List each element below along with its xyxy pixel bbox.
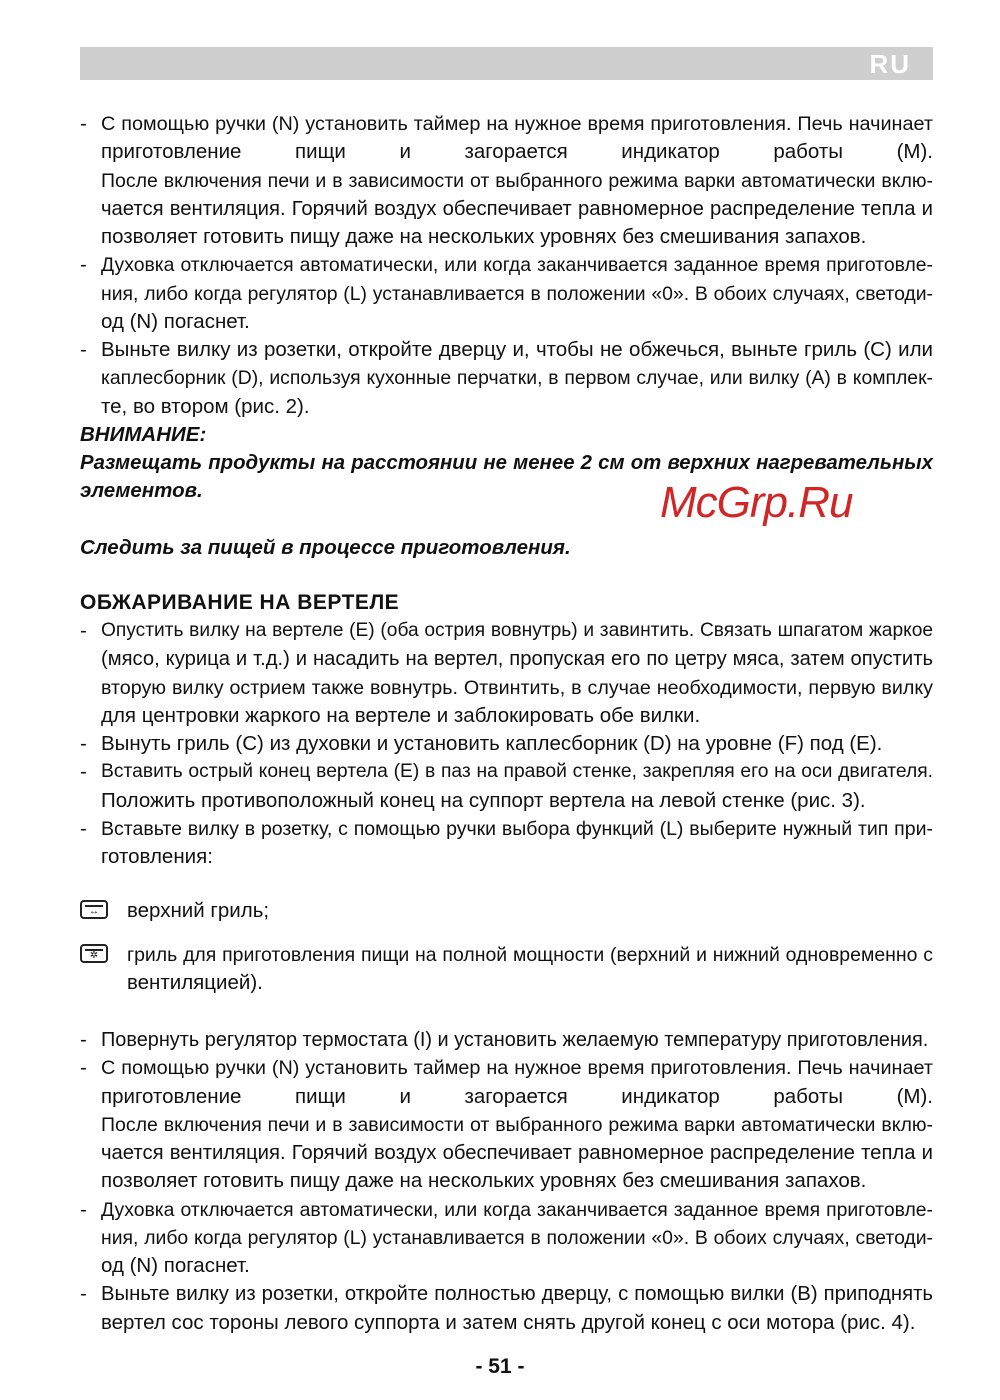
list-item [80,815,933,872]
list-item [80,1026,933,1054]
list-dash: - [80,619,87,642]
list-dash: - [80,338,87,361]
text-line: ния, либо когда регулятор (L) устанавливается в положении «0». В обоих случаях, светоди- [101,282,933,305]
list-dash: - [80,760,87,784]
list-item [80,1280,933,1337]
instruction-list-3 [80,1026,933,1337]
list-item [80,730,933,758]
text-line: Вставить острый конец вертела (E) в паз на правой стенке, закрепляя его на оси двигателя. [101,761,933,783]
text-line: Выньте вилку из розетки, откройте полностью дверцу, с помощью вилки (B) приподнять [101,1283,933,1306]
text-line: Опустить вилку на вертеле (E) (оба острия вовнутрь) и завинтить. Связать шпагатом жаркое [101,620,933,641]
text-line: ния, либо когда регулятор (L) устанавливается в положении «0». В обоих случаях, светоди- [101,1226,933,1249]
text-line: Духовка отключается автоматически, или когда заканчивается заданное время приготовле- [101,1198,933,1221]
text-line: приготовление пищи и загорается индикатор работы (M). [101,140,933,164]
text-line: Вынуть гриль (C) из духовки и установить каплесборник (D) на уровне (F) под (E). [101,732,883,755]
instruction-list-2 [80,617,933,871]
list-dash: - [80,253,87,277]
text-line: од (N) погаснет. [101,1254,250,1277]
list-dash: - [80,1282,87,1306]
warning-text-line: элементов. [80,479,203,503]
text-line: После включения печи и в зависимости от выбранного режима варки автоматически вклю- [101,1113,933,1136]
text-line: верхний гриль; [127,899,270,923]
text-line: Положить противоположный конец на суппорт вертела на левой стенке (рис. 3). [101,788,866,812]
text-line: вертел сос тороны левого суппорта и затем снять другой конец с оси мотора (рис. 4). [101,1310,916,1334]
text-line: чается вентиляция. Горячий воздух обеспечивает равномерное распределение тепла и [101,197,933,220]
text-line: чается вентиляция. Горячий воздух обеспечивает равномерное распределение тепла и [101,1142,933,1164]
text-line: С помощью ручки (N) установить таймер на нужное время приготовления. Печь начинает [101,1057,933,1080]
mode-list [80,897,933,997]
text-line: для центровки жаркого на вертеле и заблокировать обе вилки. [101,703,701,727]
warning-text-line: Размещать продукты на расстоянии не менее 2 см от верхних нагревательных [80,452,933,474]
header-bar [80,47,933,80]
list-item [80,251,933,336]
text-line: вторую вилку острием также вовнутрь. Отвинтить, в случае необходимости, первую вилку [101,676,933,699]
warning-block [80,421,933,562]
mode-item [80,897,933,925]
text-line: Выньте вилку из розетки, откройте дверцу и, чтобы не обжечься, выньте гриль (C) или [101,338,933,361]
mode-item [80,941,933,998]
warning-title: ВНИМАНИЕ: [80,422,207,446]
list-item [80,758,933,815]
warning-note: Следить за пищей в процессе приготовления. [80,535,571,559]
text-line: од (N) погаснет. [101,309,250,333]
list-item [80,617,933,730]
text-line: Вставьте вилку в розетку, с помощью ручки выбора функций (L) выберите нужный тип при- [101,817,933,840]
instruction-list-1 [80,110,933,421]
list-item [80,1196,933,1281]
text-line: позволяет готовить пищу даже на нескольких уровнях без смешивания запахов. [101,1169,867,1193]
text-line: вентиляцией). [127,970,263,994]
text-line: те, во втором (рис. 2). [101,394,310,418]
text-line: (мясо, курица и т.д.) и насадить на вертел, пропуская его по цетру мяса, затем опустить [101,648,933,671]
top-grill-icon: ↔ [80,900,108,919]
list-dash: - [80,732,87,755]
list-item [80,1054,933,1195]
list-dash: - [80,1197,87,1221]
page-content [80,110,933,1337]
list-dash: - [80,816,87,840]
text-line: гриль для приготовления пищи на полной мощности (верхний и нижний одновременно с [127,943,933,966]
text-line: позволяет готовить пищу даже на нескольких уровнях без смешивания запахов. [101,225,867,248]
full-grill-fan-icon: ✲ [80,944,108,963]
text-line: Повернуть регулятор термостата (I) и установить желаемую температуру приготовления. [101,1029,929,1051]
text-line: С помощью ручки (N) установить таймер на нужное время приготовления. Печь начинает [101,113,933,135]
language-label: RU [869,49,911,79]
watermark: McGrp.Ru [660,478,853,527]
page-number: - 51 - [475,1355,525,1378]
text-line: Духовка отключается автоматически, или когда заканчивается заданное время приготовле- [101,254,933,277]
text-line: приготовление пищи и загорается индикатор работы (M). [101,1084,933,1108]
list-item [80,110,933,251]
list-item [80,336,933,421]
text-line: готовления: [101,845,213,868]
section-heading: ОБЖАРИВАНИЕ НА ВЕРТЕЛЕ [80,591,400,614]
list-dash: - [80,1056,87,1080]
list-dash: - [80,112,87,135]
list-dash: - [80,1028,87,1051]
text-line: каплесборник (D), используя кухонные перчатки, в первом случае, или вилку (A) в комплек- [101,367,933,390]
text-line: После включения печи и в зависимости от выбранного режима варки автоматически вклю- [101,169,933,192]
